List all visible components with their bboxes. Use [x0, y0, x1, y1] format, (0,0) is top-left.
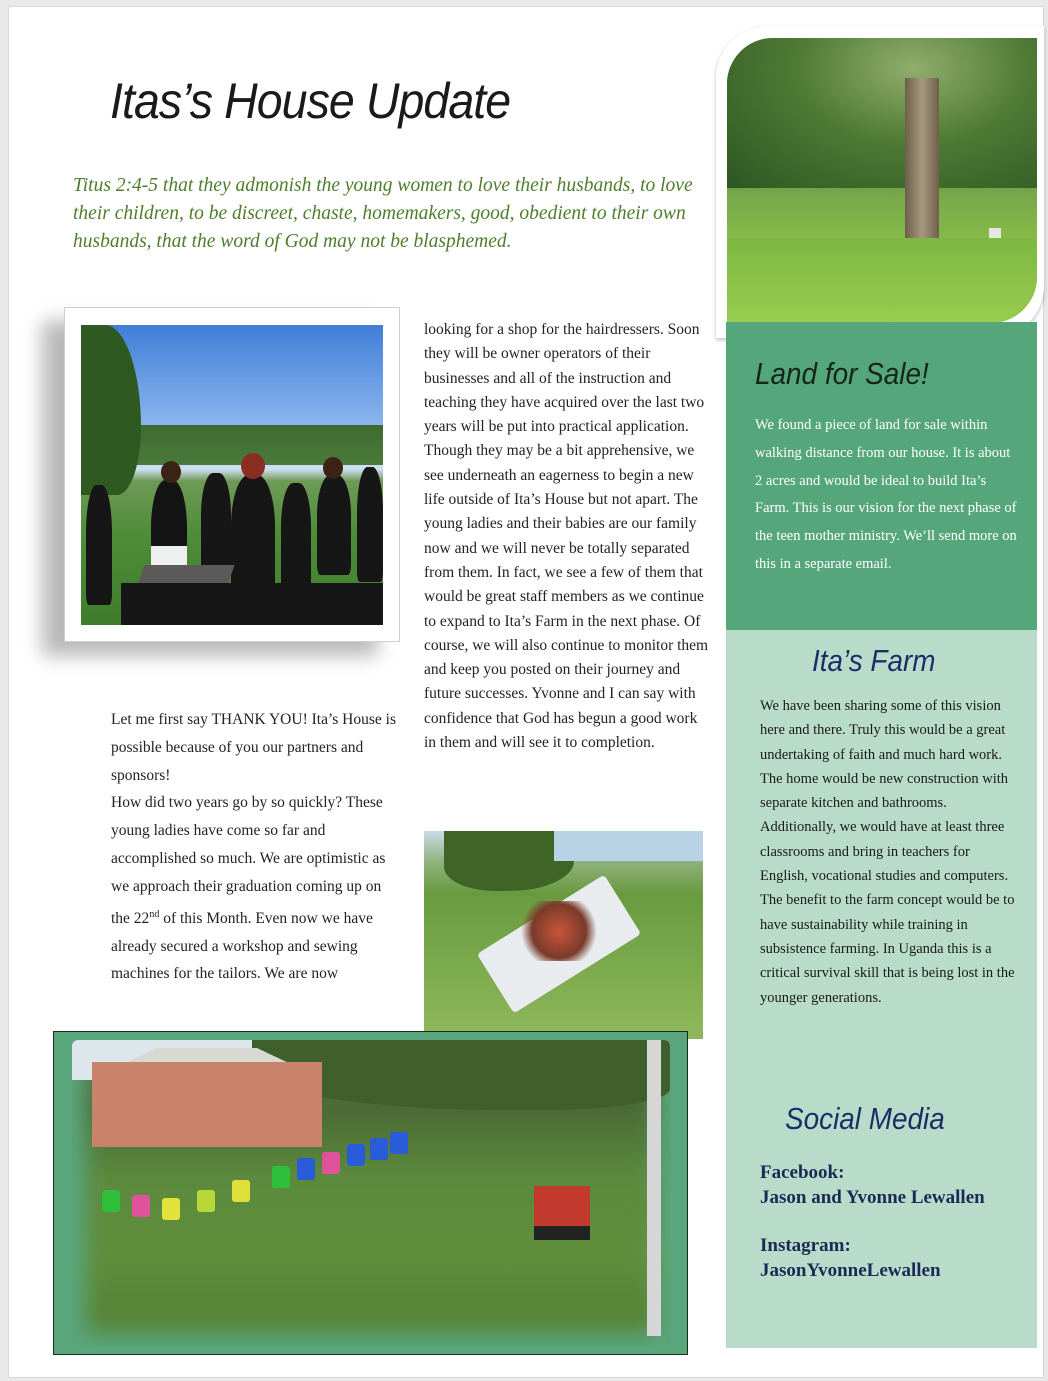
instagram-label: Instagram:	[760, 1235, 851, 1256]
photo-children-mat	[424, 831, 703, 1039]
house	[92, 1062, 322, 1147]
social-media-heading: Social Media	[785, 1101, 945, 1136]
facebook-block	[760, 1160, 1030, 1210]
photo-children-chairs	[72, 1040, 670, 1346]
red-crate	[534, 1186, 590, 1240]
photo-graduates	[81, 325, 383, 625]
photo-land-frame	[716, 26, 1044, 338]
scripture-verse: Titus 2:4-5 that they admonish the young women to love their husbands, to love their children, to be discreet, chaste, homemakers, good, obedient to their own husbands, that the word of God may not be blasphemed.	[73, 175, 693, 252]
article-middle-column: looking for a shop for the hairdressers. Soon they will be owner operators of their businesses and all of the instruction and teaching they have acquired over the last two years will be put into practical application. Though they may be a bit apprehensive, we see underneath an eagerness to begin a new life outside of Ita’s House but not apart. The young ladies and their babies are our family now and we will never be totally separated from them. In fact, we see a few of them that would be great staff members as we continue to expand to Ita’s Farm in the next phase. Of course, we will also continue to monitor them and keep you posted on their journey and future successes. Yvonne and I can say with confidence that God has begun a good work in them and will see it to completion.	[424, 321, 709, 752]
land-for-sale-text: We found a piece of land for sale within walking distance from our house. It is about 2 acres and would be ideal to build Ita’s Farm. This is our vision for the next phase of the teen mother ministry. We’ll send more on this in a separate email.	[755, 417, 1017, 572]
article-left-column	[111, 706, 401, 988]
facebook-handle: Jason and Yvonne Lewallen	[760, 1187, 985, 1208]
page-title: Itas’s House Update	[110, 73, 511, 129]
instagram-block	[760, 1233, 1030, 1283]
thank-you-paragraph: Let me first say THANK YOU! Ita’s House is possible because of you our partners and sponsors!	[111, 711, 396, 784]
photo-graduates-frame	[64, 307, 400, 642]
fence-pole	[647, 1040, 661, 1336]
itas-farm-heading: Ita’s Farm	[812, 643, 936, 678]
instagram-handle: JasonYvonneLewallen	[760, 1260, 941, 1281]
land-for-sale-heading: Land for Sale!	[755, 356, 929, 391]
graduation-paragraph: How did two years go by so quickly? These young ladies have come so far and accomplished so much. We are optimistic as we approach their graduation coming up on the 22	[111, 794, 386, 927]
photo-children-chairs-frame	[53, 1031, 688, 1355]
ordinal-suffix: nd	[149, 908, 160, 920]
itas-farm-text: We have been sharing some of this vision here and there. Truly this would be a great undertaking of faith and much hard work. The home would be new construction with separate kitchen and bathrooms. Additionally, we would have at least three classrooms and bring in teachers for English, vocational studies and computers. The benefit to the farm concept would be to have sustainability while training in subsistence farming. In Uganda this is a critical survival skill that is being lost in the younger generations.	[760, 698, 1015, 1006]
photo-land-tree	[727, 38, 1037, 323]
facebook-label: Facebook:	[760, 1162, 845, 1183]
graduation-paragraph-end: of this Month. Even now we have already secured a workshop and sewing machines for the tailors. We are now	[111, 909, 373, 983]
